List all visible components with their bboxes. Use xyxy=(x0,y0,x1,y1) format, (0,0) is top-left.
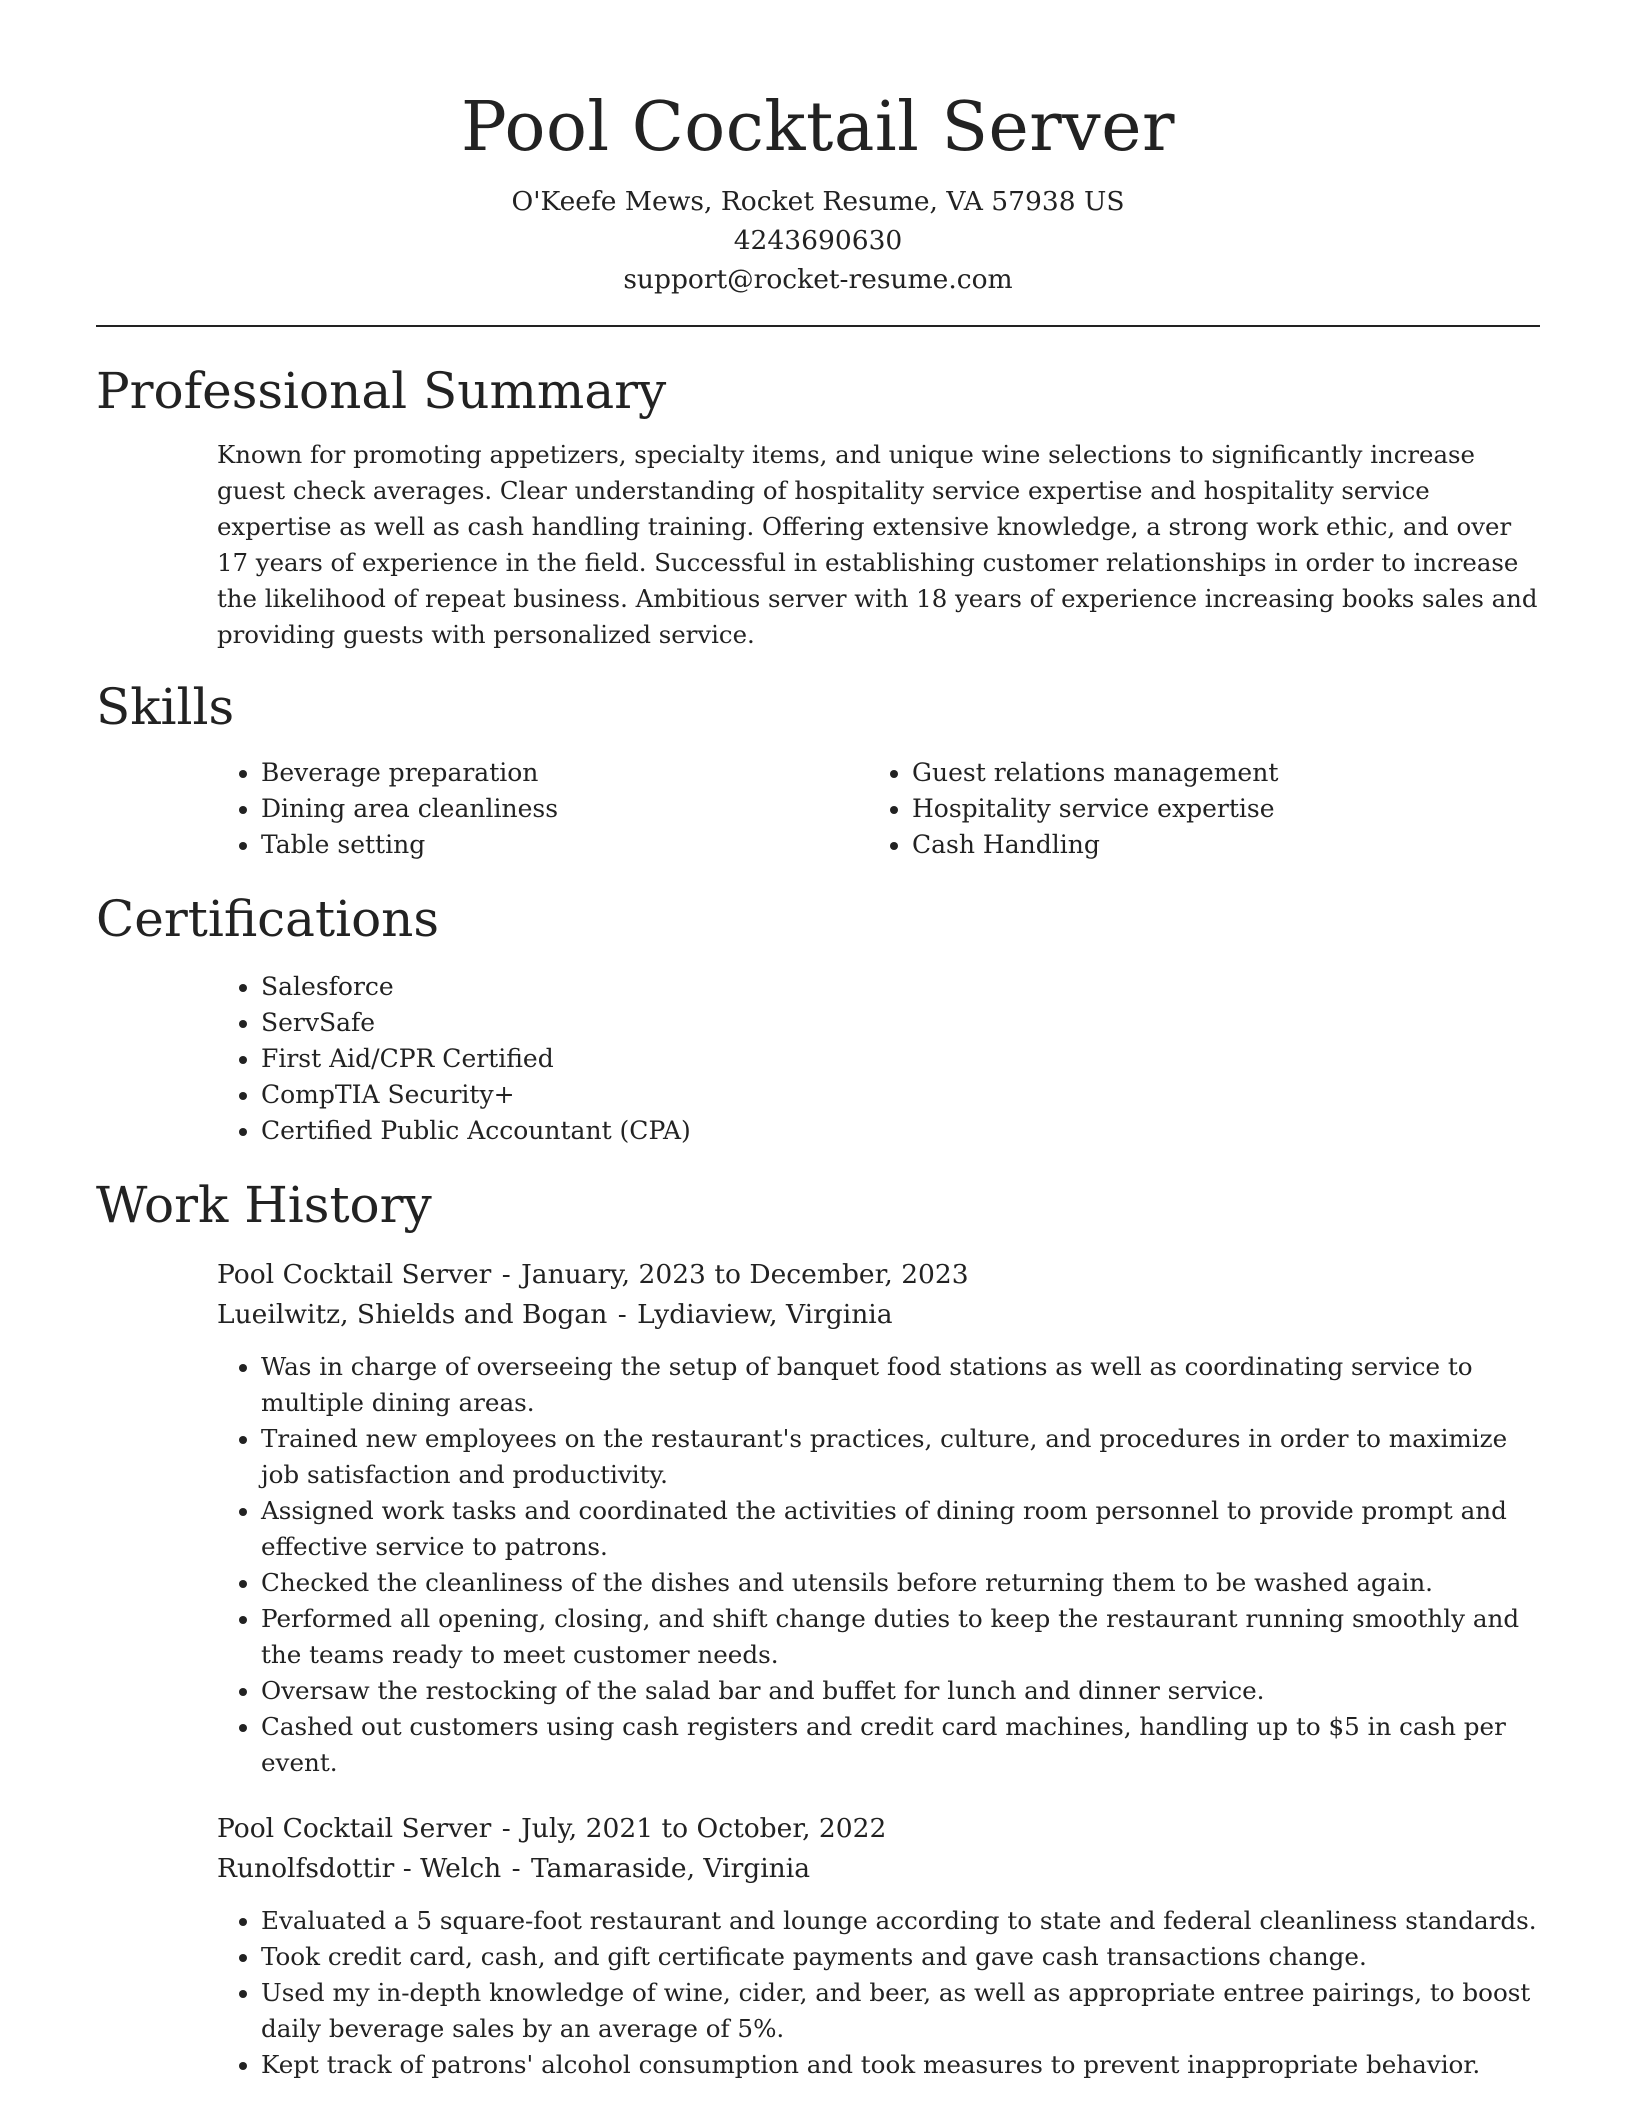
job-entry xyxy=(217,1255,1540,1781)
list-item: • Certified Public Accountant (CPA) xyxy=(261,1113,1540,1149)
list-item: • Was in charge of overseeing the setup of banquet food stations as well as coordinating service to multiple dining areas. xyxy=(261,1349,1540,1421)
employer-name: Lueilwitz, Shields and Bogan xyxy=(217,1299,608,1331)
skills-list-right xyxy=(868,755,1519,863)
list-item: • Cash Handling xyxy=(912,827,1519,863)
list-item: • Cashed out customers using cash registers and credit card machines, handling up to $5 in cash per event. xyxy=(261,1709,1540,1781)
separator: - xyxy=(493,1259,520,1291)
candidate-name: Pool Cocktail Server xyxy=(461,88,1175,167)
contact-block xyxy=(96,182,1540,299)
employer-line xyxy=(217,1295,1540,1335)
job-duties xyxy=(217,1903,1540,2083)
job-role: Pool Cocktail Server xyxy=(217,1259,492,1291)
job-dates: January, 2023 to December, 2023 xyxy=(521,1259,969,1291)
resume-page xyxy=(96,0,1540,2083)
list-item: • Dining area cleanliness xyxy=(261,791,868,827)
job-entry xyxy=(217,1809,1540,2083)
employer-line xyxy=(217,1849,1540,1889)
summary-text: Known for promoting appetizers, specialty items, and unique wine selections to significantly increase guest check averages. Clear understanding of hospitality service expertise and hospitality service expertise as well as cash handling training. Offering extensive knowledge, a strong work ethic, and over 17 years of experience in the field. Successful in establishing customer relationships in order to increase the likelihood of repeat business. Ambitious server with 18 years of experience increasing books sales and providing guests with personalized service. xyxy=(217,440,1538,649)
list-item: • Guest relations management xyxy=(912,755,1519,791)
list-item: • Hospitality service expertise xyxy=(912,791,1519,827)
list-item: • Performed all opening, closing, and shift change duties to keep the restaurant running smoothly and the teams ready to meet customer needs. xyxy=(261,1601,1540,1673)
list-item: • Checked the cleanliness of the dishes and utensils before returning them to be washed again. xyxy=(261,1565,1540,1601)
job-location: Lydiaview, Virginia xyxy=(637,1299,893,1331)
certifications-heading: Certifications xyxy=(96,890,440,949)
skills-column-right xyxy=(868,755,1519,863)
phone-number: 4243690630 xyxy=(733,225,903,256)
skills-list-left xyxy=(217,755,868,863)
list-item: • ServSafe xyxy=(261,1005,1540,1041)
certifications-list xyxy=(217,969,1540,1149)
job-title-line xyxy=(217,1809,1540,1849)
separator: - xyxy=(503,1853,530,1885)
separator: - xyxy=(609,1299,636,1331)
skills-heading: Skills xyxy=(96,678,235,737)
skills-column-left xyxy=(217,755,868,863)
job-title-line xyxy=(217,1255,1540,1295)
list-item: • Used my in-depth knowledge of wine, cider, and beer, as well as appropriate entree pairings, to boost daily beverage sales by an average of 5%. xyxy=(261,1975,1540,2047)
job-location: Tamaraside, Virginia xyxy=(531,1853,811,1885)
job-dates: July, 2021 to October, 2022 xyxy=(521,1813,887,1845)
list-item: • Table setting xyxy=(261,827,868,863)
summary-heading: Professional Summary xyxy=(96,362,667,420)
list-item: • Evaluated a 5 square-foot restaurant and lounge according to state and federal cleanliness standards. xyxy=(261,1903,1540,1939)
list-item: • Took credit card, cash, and gift certificate payments and gave cash transactions change. xyxy=(261,1939,1540,1975)
list-item: • Beverage preparation xyxy=(261,755,868,791)
list-item: • Kept track of patrons' alcohol consumption and took measures to prevent inappropriate behavior. xyxy=(261,2047,1540,2083)
list-item: • Assigned work tasks and coordinated the activities of dining room personnel to provide prompt and effective service to patrons. xyxy=(261,1493,1540,1565)
job-duties xyxy=(217,1349,1540,1781)
list-item: • First Aid/CPR Certified xyxy=(261,1041,1540,1077)
job-role: Pool Cocktail Server xyxy=(217,1813,492,1845)
skills-grid xyxy=(217,755,1540,863)
separator: - xyxy=(493,1813,520,1845)
list-item: • Oversaw the restocking of the salad bar and buffet for lunch and dinner service. xyxy=(261,1673,1540,1709)
certifications-items xyxy=(217,969,1540,1149)
employer-name: Runolfsdottir - Welch xyxy=(217,1853,502,1885)
address: O'Keefe Mews, Rocket Resume, VA 57938 US xyxy=(511,186,1125,217)
list-item: • Trained new employees on the restaurant's practices, culture, and procedures in order to maximize job satisfaction and productivity. xyxy=(261,1421,1540,1493)
header-divider xyxy=(96,325,1540,327)
email-address: support@rocket-resume.com xyxy=(623,264,1013,295)
work-history-heading: Work History xyxy=(96,1176,432,1235)
list-item: • CompTIA Security+ xyxy=(261,1077,1540,1113)
list-item: • Salesforce xyxy=(261,969,1540,1005)
